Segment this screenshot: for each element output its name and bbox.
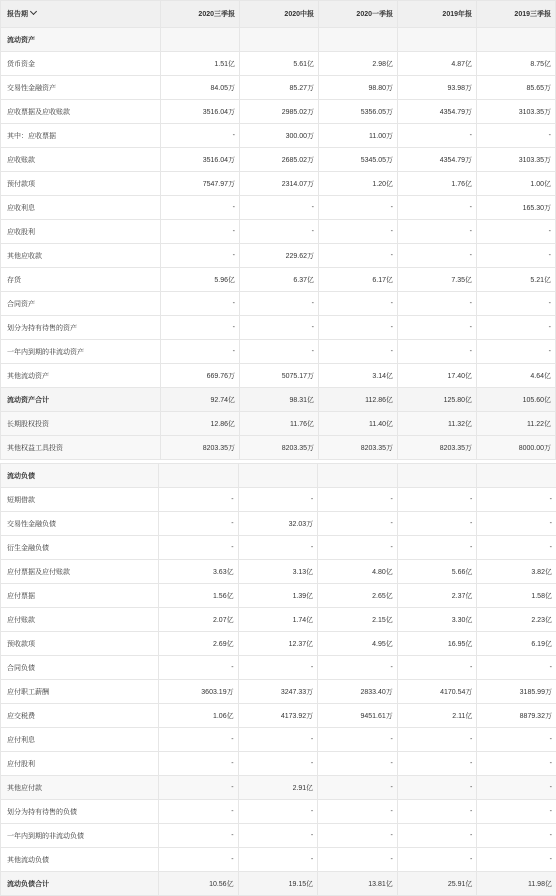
cell-value: 5.66亿: [397, 560, 477, 584]
cell-value: 1.20亿: [319, 172, 398, 196]
cell-value: -: [238, 656, 318, 680]
table-row: [1, 632, 556, 656]
cell-value: -: [318, 656, 398, 680]
cell-value: 85.27万: [240, 76, 319, 100]
row-label: 其他流动负债: [1, 848, 159, 872]
row-label: 应付职工薪酬: [1, 680, 159, 704]
cell-value: -: [477, 292, 556, 316]
cell-value: 3.14亿: [319, 364, 398, 388]
empty-cell: [238, 464, 318, 488]
table-row: [1, 680, 556, 704]
cell-value: -: [240, 316, 319, 340]
cell-value: 1.58亿: [477, 584, 556, 608]
cell-value: 125.80亿: [398, 388, 477, 412]
cell-value: 9451.61万: [318, 704, 398, 728]
section-header-row: [1, 28, 556, 52]
cell-value: -: [397, 776, 477, 800]
cell-value: 4354.79万: [398, 148, 477, 172]
row-label: 预付款项: [1, 172, 161, 196]
cell-value: -: [161, 220, 240, 244]
current-liabilities-table: [0, 463, 556, 896]
empty-cell: [161, 28, 240, 52]
table-row: [1, 728, 556, 752]
cell-value: -: [240, 292, 319, 316]
cell-value: 2685.02万: [240, 148, 319, 172]
cell-value: -: [318, 752, 398, 776]
cell-value: 4.95亿: [318, 632, 398, 656]
cell-value: 32.03万: [238, 512, 318, 536]
table-row: [1, 752, 556, 776]
table-row: [1, 412, 556, 436]
section-header-row: [1, 464, 556, 488]
cell-value: -: [318, 536, 398, 560]
row-label: 应付股利: [1, 752, 159, 776]
cell-value: 1.39亿: [238, 584, 318, 608]
cell-value: -: [159, 656, 239, 680]
cell-value: -: [397, 536, 477, 560]
cell-value: 4.80亿: [318, 560, 398, 584]
cell-value: 1.74亿: [238, 608, 318, 632]
cell-value: 11.40亿: [319, 412, 398, 436]
cell-value: -: [477, 536, 556, 560]
table-row: [1, 608, 556, 632]
cell-value: 229.62万: [240, 244, 319, 268]
period-header: 2020中报: [240, 1, 319, 28]
cell-value: 112.86亿: [319, 388, 398, 412]
cell-value: 1.06亿: [159, 704, 239, 728]
cell-value: -: [238, 488, 318, 512]
cell-value: -: [477, 728, 556, 752]
cell-value: 98.80万: [319, 76, 398, 100]
cell-value: 3516.04万: [161, 148, 240, 172]
table-row: [1, 536, 556, 560]
cell-value: 11.00万: [319, 124, 398, 148]
cell-value: 11.76亿: [240, 412, 319, 436]
cell-value: 5.61亿: [240, 52, 319, 76]
period-header: 2020一季报: [319, 1, 398, 28]
cell-value: 8.75亿: [477, 52, 556, 76]
table-row: [1, 584, 556, 608]
empty-cell: [397, 464, 477, 488]
cell-value: -: [319, 292, 398, 316]
cell-value: -: [398, 196, 477, 220]
cell-value: 2985.02万: [240, 100, 319, 124]
cell-value: 6.19亿: [477, 632, 556, 656]
row-label: 流动负债合计: [1, 872, 159, 896]
cell-value: 10.56亿: [159, 872, 239, 896]
cell-value: -: [397, 488, 477, 512]
cell-value: 8000.00万: [477, 436, 556, 460]
cell-value: 12.37亿: [238, 632, 318, 656]
cell-value: -: [477, 776, 556, 800]
table-row: [1, 800, 556, 824]
row-label: 一年内到期的非流动资产: [1, 340, 161, 364]
row-label: 交易性金融资产: [1, 76, 161, 100]
row-label: 预收款项: [1, 632, 159, 656]
row-label: 交易性金融负债: [1, 512, 159, 536]
cell-value: 3185.99万: [477, 680, 556, 704]
cell-value: 1.51亿: [161, 52, 240, 76]
cell-value: 5345.05万: [319, 148, 398, 172]
table-row: [1, 872, 556, 896]
cell-value: -: [477, 752, 556, 776]
cell-value: 13.81亿: [318, 872, 398, 896]
row-label: 应收股利: [1, 220, 161, 244]
cell-value: 5356.05万: [319, 100, 398, 124]
cell-value: -: [477, 244, 556, 268]
period-header: 2019年报: [398, 1, 477, 28]
table-row: [1, 388, 556, 412]
cell-value: -: [398, 124, 477, 148]
cell-value: 5.96亿: [161, 268, 240, 292]
cell-value: -: [477, 124, 556, 148]
cell-value: 3603.19万: [159, 680, 239, 704]
row-label: 应付利息: [1, 728, 159, 752]
cell-value: -: [318, 512, 398, 536]
row-label: 其他流动资产: [1, 364, 161, 388]
cell-value: 8203.35万: [319, 436, 398, 460]
cell-value: 3103.35万: [477, 148, 556, 172]
row-label: 长期股权投资: [1, 412, 161, 436]
table-row: [1, 52, 556, 76]
table-row: [1, 220, 556, 244]
cell-value: 2833.40万: [318, 680, 398, 704]
period-selector-label: 报告期: [7, 11, 28, 18]
cell-value: -: [318, 728, 398, 752]
cell-value: 2.23亿: [477, 608, 556, 632]
table-row: [1, 776, 556, 800]
cell-value: 2.65亿: [318, 584, 398, 608]
cell-value: 84.05万: [161, 76, 240, 100]
cell-value: -: [397, 512, 477, 536]
cell-value: -: [477, 316, 556, 340]
empty-cell: [240, 28, 319, 52]
cell-value: -: [477, 512, 556, 536]
row-label: 划分为持有待售的负债: [1, 800, 159, 824]
cell-value: 4.87亿: [398, 52, 477, 76]
cell-value: -: [159, 824, 239, 848]
cell-value: 85.65万: [477, 76, 556, 100]
cell-value: 11.98亿: [477, 872, 556, 896]
cell-value: 16.95亿: [397, 632, 477, 656]
cell-value: 3516.04万: [161, 100, 240, 124]
row-label: 应付票据及应付账款: [1, 560, 159, 584]
cell-value: -: [161, 292, 240, 316]
cell-value: -: [159, 776, 239, 800]
row-label: 应付票据: [1, 584, 159, 608]
cell-value: -: [398, 340, 477, 364]
cell-value: 8203.35万: [398, 436, 477, 460]
table-row: [1, 824, 556, 848]
row-label: 应付账款: [1, 608, 159, 632]
cell-value: 4354.79万: [398, 100, 477, 124]
table-row: [1, 148, 556, 172]
row-label: 其他权益工具投资: [1, 436, 161, 460]
table-row: [1, 488, 556, 512]
section-title: 流动资产: [1, 28, 161, 52]
cell-value: -: [319, 340, 398, 364]
row-label: 应收账款: [1, 148, 161, 172]
row-label: 应交税费: [1, 704, 159, 728]
cell-value: -: [161, 196, 240, 220]
cell-value: 1.00亿: [477, 172, 556, 196]
cell-value: 5075.17万: [240, 364, 319, 388]
cell-value: -: [159, 848, 239, 872]
table-row: [1, 268, 556, 292]
cell-value: 2314.07万: [240, 172, 319, 196]
cell-value: -: [319, 316, 398, 340]
cell-value: -: [318, 488, 398, 512]
cell-value: 7547.97万: [161, 172, 240, 196]
cell-value: 4170.54万: [397, 680, 477, 704]
table-row: [1, 848, 556, 872]
cell-value: 11.22亿: [477, 412, 556, 436]
cell-value: -: [240, 220, 319, 244]
cell-value: -: [238, 848, 318, 872]
table-row: [1, 292, 556, 316]
row-label: 合同负债: [1, 656, 159, 680]
empty-cell: [159, 464, 239, 488]
cell-value: 19.15亿: [238, 872, 318, 896]
cell-value: 2.69亿: [159, 632, 239, 656]
cell-value: -: [238, 824, 318, 848]
table-row: [1, 244, 556, 268]
table-row: [1, 340, 556, 364]
section-title: 流动负债: [1, 464, 159, 488]
cell-value: 2.37亿: [397, 584, 477, 608]
cell-value: 2.91亿: [238, 776, 318, 800]
cell-value: -: [477, 220, 556, 244]
cell-value: 1.76亿: [398, 172, 477, 196]
cell-value: -: [238, 728, 318, 752]
row-label: 其他应收款: [1, 244, 161, 268]
cell-value: -: [477, 340, 556, 364]
cell-value: -: [159, 512, 239, 536]
period-header: 2019三季报: [477, 1, 556, 28]
header-row: [1, 1, 556, 28]
empty-cell: [398, 28, 477, 52]
row-label: 短期借款: [1, 488, 159, 512]
cell-value: -: [398, 292, 477, 316]
cell-value: -: [240, 196, 319, 220]
cell-value: 17.40亿: [398, 364, 477, 388]
table-row: [1, 316, 556, 340]
table-row: [1, 172, 556, 196]
cell-value: -: [161, 340, 240, 364]
row-label: 应收票据及应收账款: [1, 100, 161, 124]
cell-value: -: [397, 848, 477, 872]
cell-value: 4173.92万: [238, 704, 318, 728]
cell-value: 25.91亿: [397, 872, 477, 896]
row-label: 应收利息: [1, 196, 161, 220]
cell-value: -: [398, 220, 477, 244]
cell-value: -: [319, 220, 398, 244]
period-selector[interactable]: [1, 1, 161, 28]
cell-value: -: [477, 488, 556, 512]
cell-value: -: [397, 728, 477, 752]
cell-value: -: [319, 196, 398, 220]
cell-value: 3.30亿: [397, 608, 477, 632]
cell-value: -: [161, 124, 240, 148]
cell-value: -: [159, 728, 239, 752]
row-label: 衍生金融负债: [1, 536, 159, 560]
cell-value: 3247.33万: [238, 680, 318, 704]
cell-value: 3.82亿: [477, 560, 556, 584]
cell-value: 300.00万: [240, 124, 319, 148]
row-label: 其他应付款: [1, 776, 159, 800]
cell-value: -: [397, 752, 477, 776]
cell-value: 98.31亿: [240, 388, 319, 412]
cell-value: 1.56亿: [159, 584, 239, 608]
cell-value: -: [398, 244, 477, 268]
table-row: [1, 196, 556, 220]
row-label: 流动资产合计: [1, 388, 161, 412]
cell-value: 3103.35万: [477, 100, 556, 124]
cell-value: -: [318, 848, 398, 872]
cell-value: 2.98亿: [319, 52, 398, 76]
period-header: 2020三季报: [161, 1, 240, 28]
cell-value: 8879.32万: [477, 704, 556, 728]
cell-value: -: [477, 824, 556, 848]
cell-value: 93.98万: [398, 76, 477, 100]
table-row: [1, 436, 556, 460]
cell-value: 12.86亿: [161, 412, 240, 436]
cell-value: 8203.35万: [240, 436, 319, 460]
cell-value: 8203.35万: [161, 436, 240, 460]
cell-value: 5.21亿: [477, 268, 556, 292]
cell-value: 11.32亿: [398, 412, 477, 436]
table-row: [1, 100, 556, 124]
row-label: 货币资金: [1, 52, 161, 76]
cell-value: 92.74亿: [161, 388, 240, 412]
row-label: 一年内到期的非流动负债: [1, 824, 159, 848]
cell-value: -: [319, 244, 398, 268]
table-row: [1, 704, 556, 728]
table-row: [1, 364, 556, 388]
cell-value: 3.13亿: [238, 560, 318, 584]
empty-cell: [477, 464, 556, 488]
empty-cell: [477, 28, 556, 52]
cell-value: -: [318, 776, 398, 800]
cell-value: 4.64亿: [477, 364, 556, 388]
table-row: [1, 560, 556, 584]
cell-value: -: [397, 824, 477, 848]
table-row: [1, 124, 556, 148]
cell-value: 2.07亿: [159, 608, 239, 632]
cell-value: -: [477, 656, 556, 680]
cell-value: -: [159, 752, 239, 776]
cell-value: -: [240, 340, 319, 364]
empty-cell: [318, 464, 398, 488]
cell-value: -: [397, 800, 477, 824]
empty-cell: [319, 28, 398, 52]
cell-value: 7.35亿: [398, 268, 477, 292]
cell-value: 3.63亿: [159, 560, 239, 584]
cell-value: -: [159, 488, 239, 512]
cell-value: -: [238, 800, 318, 824]
cell-value: -: [161, 244, 240, 268]
table-row: [1, 76, 556, 100]
row-label: 合同资产: [1, 292, 161, 316]
cell-value: -: [238, 752, 318, 776]
cell-value: -: [318, 824, 398, 848]
table-row: [1, 512, 556, 536]
cell-value: -: [477, 800, 556, 824]
cell-value: -: [398, 316, 477, 340]
cell-value: 669.76万: [161, 364, 240, 388]
cell-value: 165.30万: [477, 196, 556, 220]
cell-value: -: [159, 800, 239, 824]
cell-value: -: [397, 656, 477, 680]
cell-value: -: [318, 800, 398, 824]
row-label: 划分为持有待售的资产: [1, 316, 161, 340]
cell-value: 6.37亿: [240, 268, 319, 292]
row-label: 存货: [1, 268, 161, 292]
row-label: 其中：应收票据: [1, 124, 161, 148]
cell-value: 6.17亿: [319, 268, 398, 292]
chevron-down-icon: [30, 8, 37, 15]
cell-value: 105.60亿: [477, 388, 556, 412]
cell-value: -: [477, 848, 556, 872]
cell-value: 2.15亿: [318, 608, 398, 632]
cell-value: 2.11亿: [397, 704, 477, 728]
cell-value: -: [238, 536, 318, 560]
table-row: [1, 656, 556, 680]
cell-value: -: [161, 316, 240, 340]
cell-value: -: [159, 536, 239, 560]
